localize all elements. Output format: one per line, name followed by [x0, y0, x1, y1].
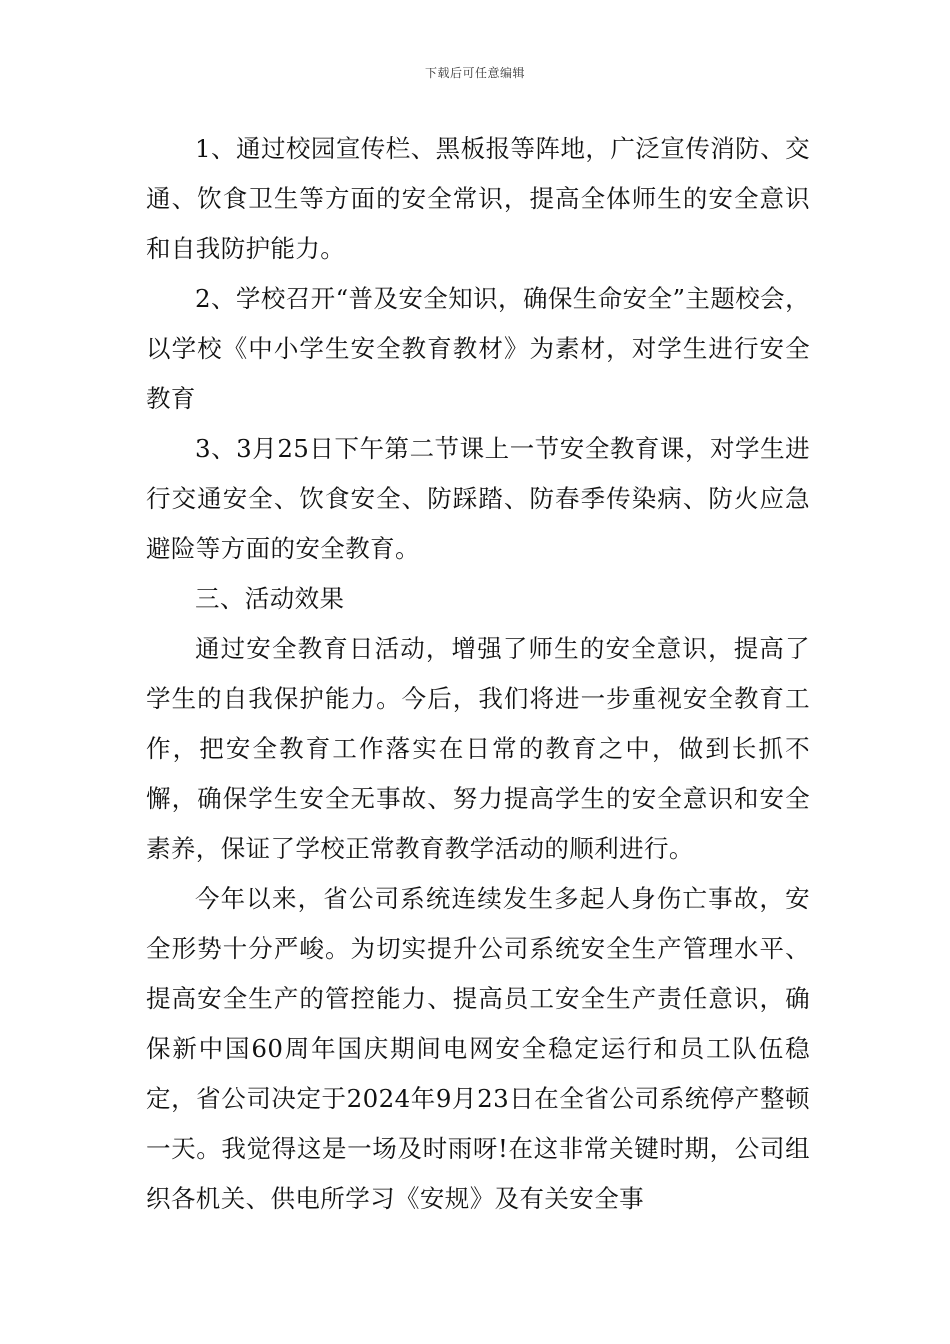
- section-heading-results: 三、活动效果: [195, 584, 345, 613]
- paragraph-publicity: 1、通过校园宣传栏、黑板报等阵地，广泛宣传消防、交通、饮食卫生等方面的安全常识，提高全体师生的安全意识和自我防护能力。: [146, 134, 810, 263]
- document-body: [146, 124, 810, 1224]
- page-header: 下载后可任意编辑: [424, 66, 525, 80]
- paragraph-assembly: 2、学校召开“普及安全知识，确保生命安全”主题校会，以学校《中小学生安全教育教材》为素材，对学生进行安全教育: [146, 284, 810, 413]
- paragraph-results: 通过安全教育日活动，增强了师生的安全意识，提高了学生的自我保护能力。今后，我们将进一步重视安全教育工作，把安全教育工作落实在日常的教育之中，做到长抓不懈，确保学生安全无事故、努力提高学生的安全意识和安全素养，保证了学校正常教育教学活动的顺利进行。: [146, 634, 810, 863]
- paragraph-company-safety: 今年以来，省公司系统连续发生多起人身伤亡事故，安全形势十分严峻。为切实提升公司系统安全生产管理水平、提高安全生产的管控能力、提高员工安全生产责任意识，确保新中国60周年国庆期间电网安全稳定运行和员工队伍稳定，省公司决定于2024年9月23日在全省公司系统停产整顿一天。我觉得这是一场及时雨呀!在这非常关键时期，公司组织各机关、供电所学习《安规》及有关安全事: [146, 884, 810, 1213]
- paragraph-safety-class: 3、3月25日下午第二节课上一节安全教育课，对学生进行交通安全、饮食安全、防踩踏、防春季传染病、防火应急避险等方面的安全教育。: [146, 434, 810, 563]
